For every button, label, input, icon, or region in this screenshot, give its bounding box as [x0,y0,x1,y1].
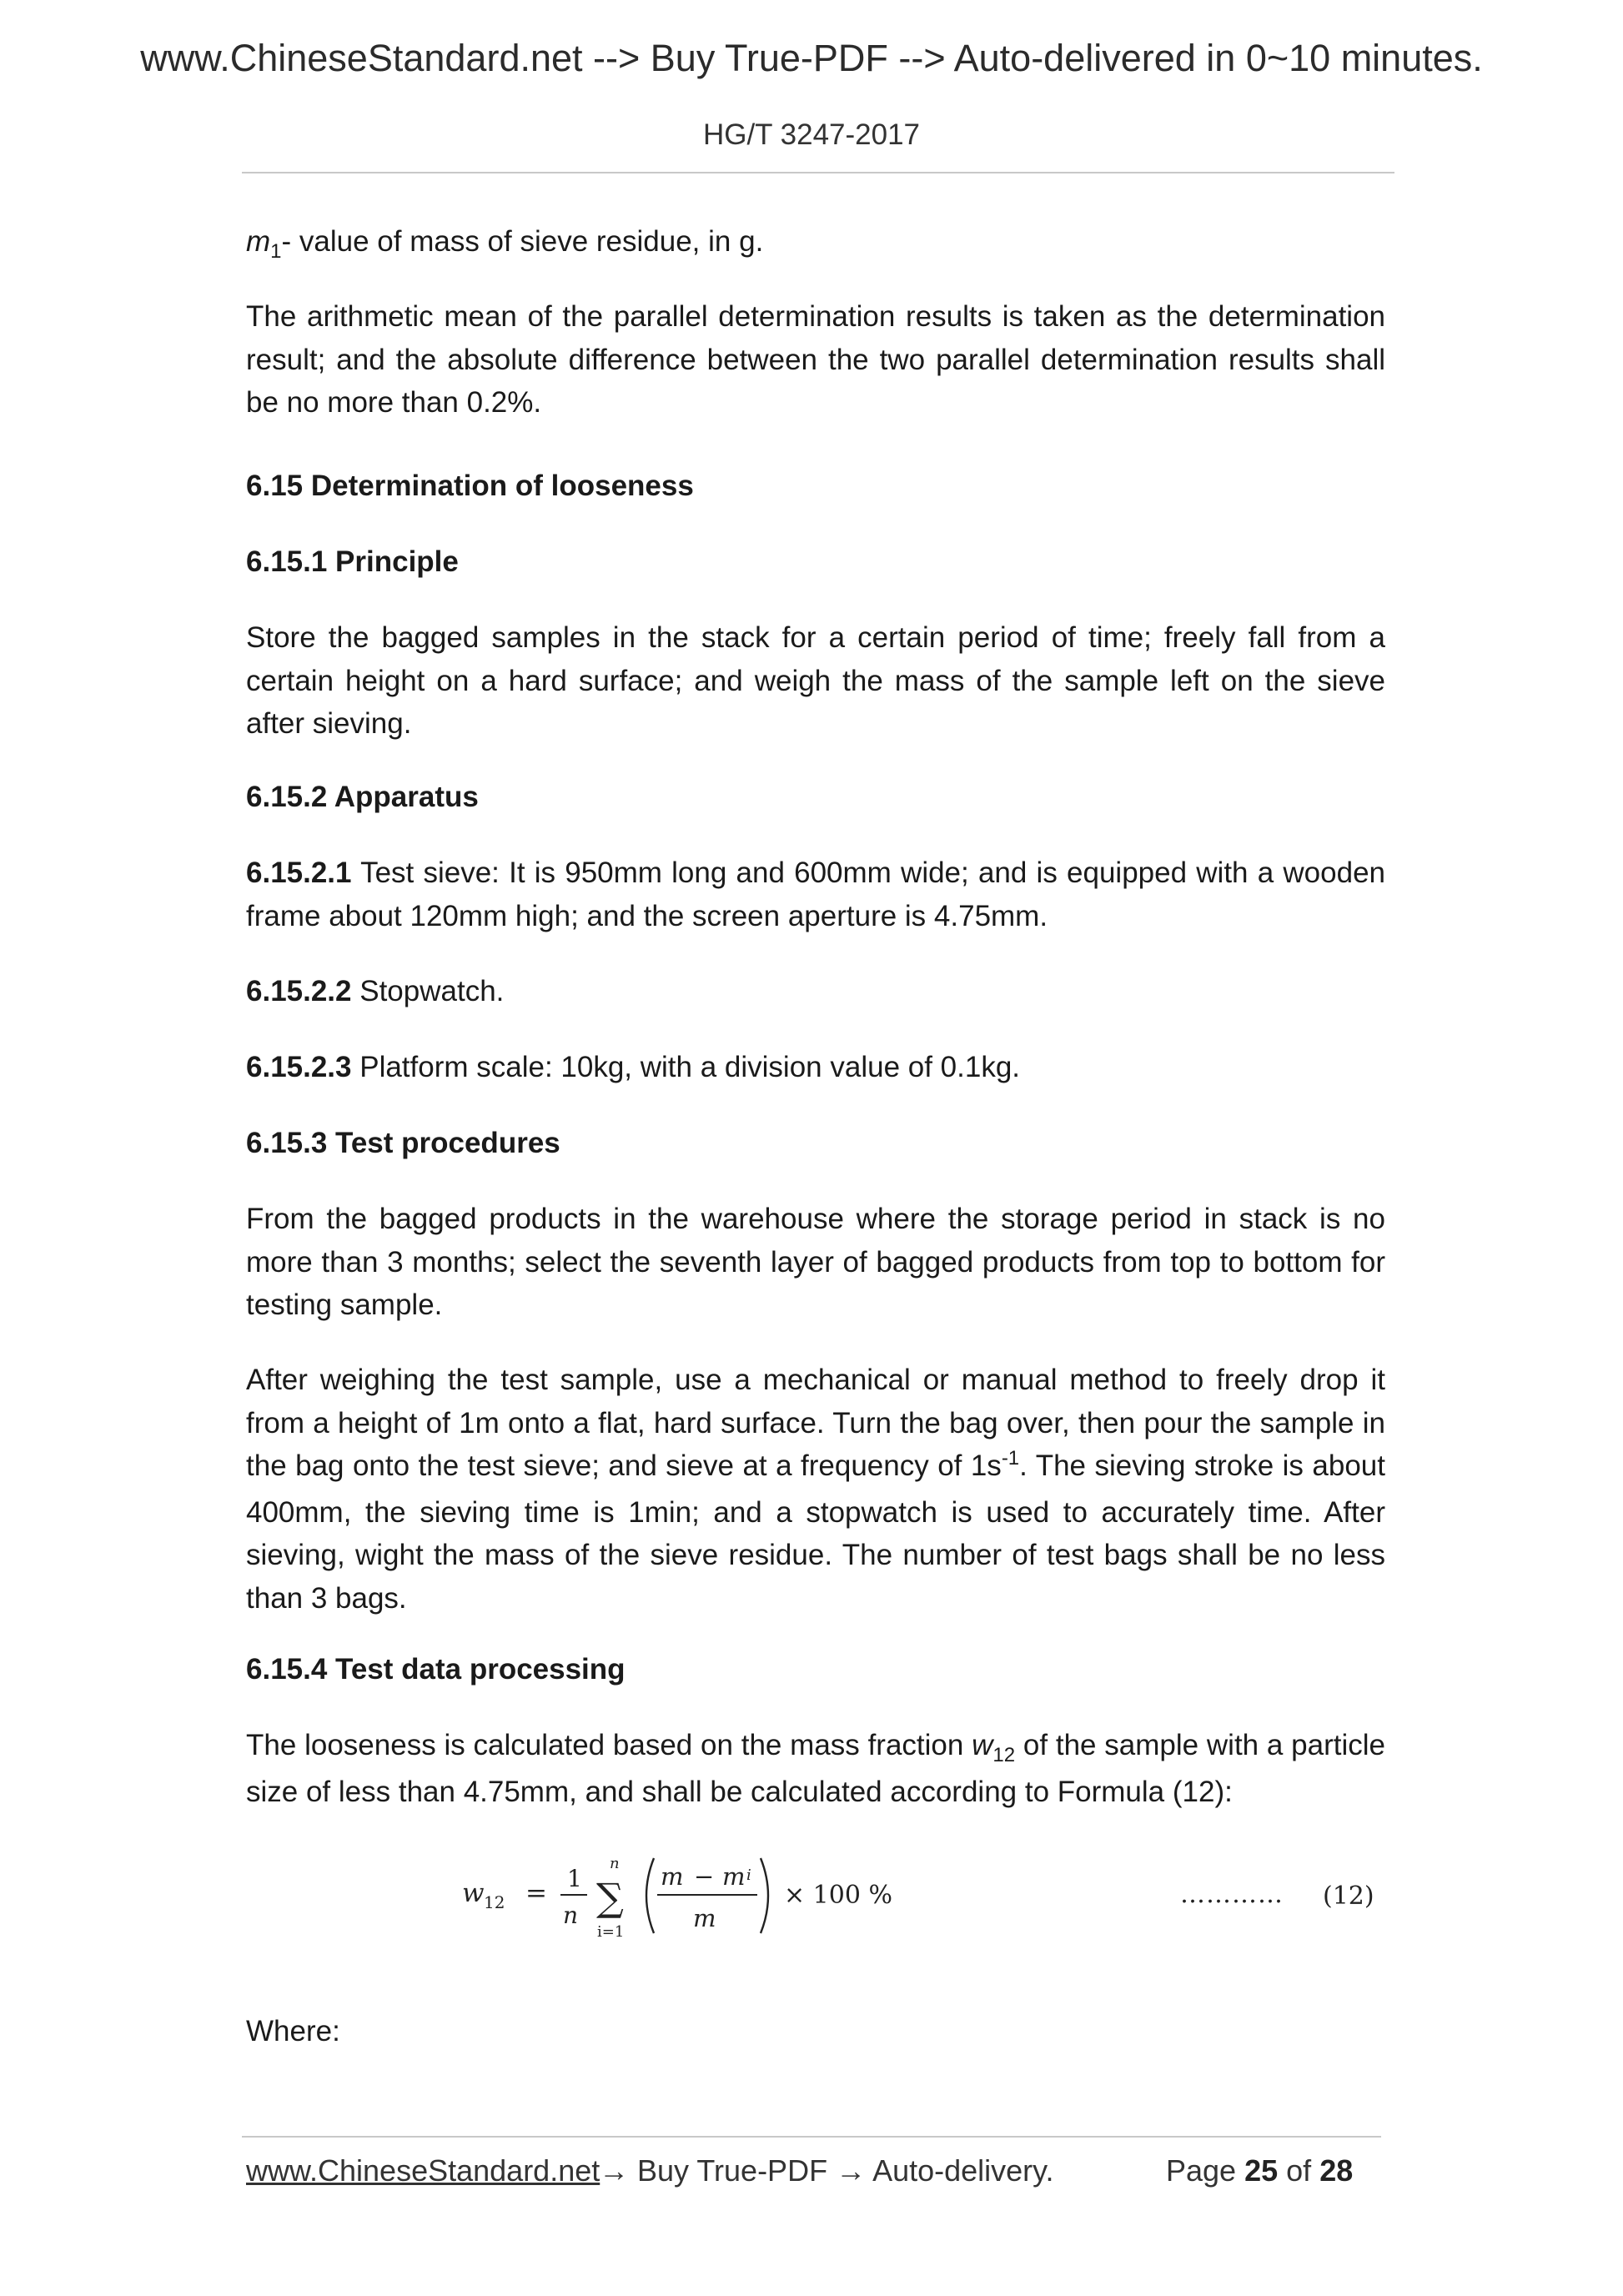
numerator-m-i: m [722,1862,746,1891]
formula-one: 1 [567,1865,582,1892]
header-divider [242,172,1394,173]
footer-tagline: → Buy True-PDF → Auto-delivery. [599,2153,1054,2188]
top-banner[interactable]: www.ChineseStandard.net --> Buy True-PDF --> Auto-delivered in 0~10 minutes. [140,37,1483,79]
apparatus-item-3-text: Platform scale: 10kg, with a division value of 0.1kg. [351,1051,1021,1083]
paragraph-procedure-2 [246,1359,1385,1620]
denominator-m: m [693,1904,716,1932]
apparatus-item-2-text: Stopwatch. [351,975,505,1007]
w12-symbol: w [972,1729,993,1761]
total-page-count: 28 [1319,2153,1354,2188]
paragraph-procedure-1: From the bagged products in the warehouse where the storage period in stack is no more than 3 months; select the seventh layer of bagged products from top to bottom for testing sample. [246,1203,1385,1321]
looseness-text-b: of the sample with a particle size of less than 4.75mm, and shall be calculated according to Formula (12): [246,1729,1385,1808]
page-label: Page [1166,2153,1237,2188]
paragraph-principle: Store the bagged samples in the stack for a certain period of time; freely fall from a certain height on a hard surface; and weigh the mass of the sample left on the sieve after sieving. [246,621,1385,740]
m1-definition [246,220,1385,267]
sum-lower-limit: i=1 [597,1923,625,1941]
heading-6-15-3: 6.15.3 Test procedures [246,1127,560,1159]
formula-leader-dots: ………… [1180,1880,1284,1909]
frequency-superscript: -1 [1001,1447,1020,1470]
numerator-i-subscript: i [746,1866,751,1884]
procedure-2-text-a: After weighing the test sample, use a mechanical or manual method to freely drop it from a height of 1m onto a flat, hard surface. Turn the bag over, then pour the sample in the bag onto the test sieve; and sieve at a frequency of 1s [246,1364,1385,1482]
procedure-2-text-b: . The sieving stroke is about 400mm, the sieving time is 1min; and a stopwatch is used to accurately time. After sieving, wight the mass of the sieve residue. The number of test bags shall be no less than 3 bags. [246,1449,1385,1615]
apparatus-item-3 [246,1046,1385,1089]
times-100-percent: × 100 % [784,1881,892,1910]
formula-number: (12) [1323,1882,1374,1911]
sum-sigma: ∑ [596,1875,624,1920]
paragraph-arithmetic-mean: The arithmetic mean of the parallel determination results is taken as the determination result; and the absolute difference between the two parallel determination results shall be no more than 0.2%. [246,300,1385,419]
footer-divider [242,2136,1381,2138]
formula-lhs-subscript: 12 [484,1892,505,1912]
paragraph-looseness [246,1724,1385,1813]
m1-text: - value of mass of sieve residue, in g. [281,225,764,258]
apparatus-item-1-text: Test sieve: It is 950mm long and 600mm wide; and is equipped with a wooden frame about 120mm high; and the screen aperture is 4.75mm. [246,857,1385,932]
m1-symbol: m [246,225,271,258]
apparatus-item-2-number: 6.15.2.2 [246,975,352,1007]
m1-subscript: 1 [270,240,282,263]
of-label: of [1286,2153,1312,2188]
formula-n: n [563,1902,579,1929]
apparatus-item-1-number: 6.15.2.1 [246,857,352,889]
heading-6-15-2: 6.15.2 Apparatus [246,781,479,813]
apparatus-item-2 [246,970,1385,1013]
looseness-text-a: The looseness is calculated based on the mass fraction [246,1729,972,1761]
sum-upper-limit: n [610,1855,620,1872]
apparatus-item-1 [246,852,1385,937]
current-page-number: 25 [1244,2153,1279,2188]
formula-equals: = [525,1878,547,1908]
right-paren [761,1858,768,1933]
where-label: Where: [246,2015,340,2047]
formula-12 [457,1850,907,1950]
heading-6-15: 6.15 Determination of looseness [246,470,694,502]
page-indicator [1166,2153,1353,2188]
document-id: HG/T 3247-2017 [702,118,921,151]
formula-lhs: w [462,1878,485,1908]
w12-subscript: 12 [992,1744,1016,1766]
footer-site-link[interactable]: www.ChineseStandard.net [246,2153,600,2188]
apparatus-item-3-number: 6.15.2.3 [246,1051,352,1083]
heading-6-15-1: 6.15.1 Principle [246,545,459,578]
numerator-minus: − [694,1862,715,1891]
numerator-m: m [661,1862,684,1891]
heading-6-15-4: 6.15.4 Test data processing [246,1653,626,1686]
left-paren [646,1858,654,1933]
